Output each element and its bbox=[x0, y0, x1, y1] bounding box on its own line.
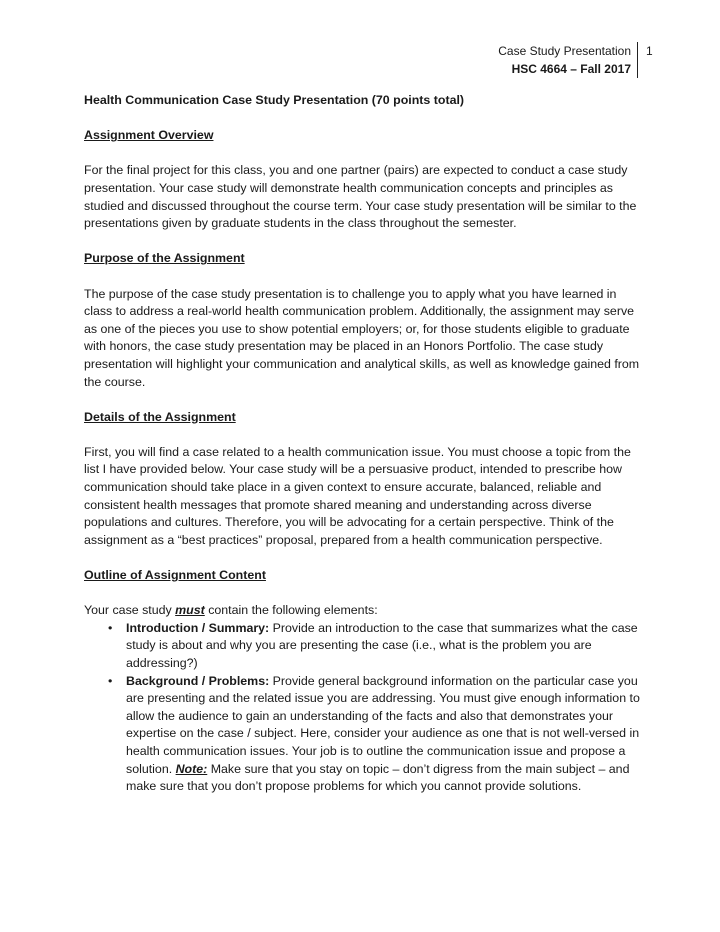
outline-intro-before: Your case study bbox=[84, 603, 176, 618]
document-body bbox=[84, 92, 644, 796]
bullet-icon: • bbox=[108, 620, 113, 635]
item-label: Background / Problems: bbox=[126, 673, 270, 688]
details-text: First, you will find a case related to a health communication issue. You must choose a topic from the list I have provided below. Your case study will be a persuasive product, intended to prescribe how communication should take place in a given context to ensure accurate, balanced, reliable and consistent health messages that promote shared meaning and understanding across diverse populations and cultures. Therefore, you will be advocating for a certain perspective. Think of the assignment as a “best practices” proposal, prepared from a health communication perspective. bbox=[84, 444, 631, 547]
details-heading: Details of the Assignment bbox=[84, 409, 236, 424]
outline-intro-after: contain the following elements: bbox=[204, 603, 378, 618]
document-title: Health Communication Case Study Presentation (70 points total) bbox=[84, 93, 465, 107]
item-label: Introduction / Summary: bbox=[126, 620, 270, 635]
purpose-text: The purpose of the case study presentation is to challenge you to apply what you have learned in class to address a real-world health communication problem. Additionally, the assignment may serve as one of the pieces you use to show potential employers; or, for those students eligible to graduate with honors, the case study presentation may be placed in an Honors Portfolio. The case study presentation will highlight your communication and analytical skills, as well as knowledge gained from the course. bbox=[84, 286, 640, 389]
outline-intro-emphasis: must bbox=[175, 603, 205, 618]
note-label: Note: bbox=[175, 761, 208, 776]
element-list bbox=[84, 620, 644, 796]
outline-intro bbox=[84, 602, 644, 620]
item-text: Provide an introduction to the case that summarizes what the case study is about and why you are presenting the case (i.e., what is the problem you are addressing?) bbox=[126, 620, 638, 670]
bullet-icon: • bbox=[108, 673, 113, 688]
overview-heading: Assignment Overview bbox=[84, 128, 214, 143]
page-header bbox=[498, 42, 638, 78]
overview-text: For the final project for this class, you and one partner (pairs) are expected to conduct a case study presentation. Your case study will demonstrate health communication concepts and principles as studied and discussed throughout the course term. Your case study presentation will be similar to the presentations given by graduate students in the class throughout the semester. bbox=[84, 163, 637, 231]
purpose-heading: Purpose of the Assignment bbox=[84, 251, 245, 266]
outline-heading: Outline of Assignment Content bbox=[84, 568, 266, 583]
note-text: Make sure that you stay on topic – don’t digress from the main subject – and make sure that you don’t propose problems for which you cannot provide solutions. bbox=[126, 761, 630, 794]
list-item bbox=[84, 620, 644, 673]
list-item bbox=[84, 673, 644, 796]
page-number: 1 bbox=[646, 44, 653, 58]
header-doc-title: Case Study Presentation bbox=[498, 44, 631, 58]
item-text: Provide general background information on the particular case you are presenting and the related issue you are addressing. You must give enough information to allow the audience to gain an understanding of the facts and also that demonstrates your expertise on the case / subject. Here, consider your audience as one that is not well-versed in health communication issues. Your job is to outline the communication issue and propose a solution. bbox=[126, 673, 640, 776]
header-course: HSC 4664 – Fall 2017 bbox=[511, 62, 631, 76]
